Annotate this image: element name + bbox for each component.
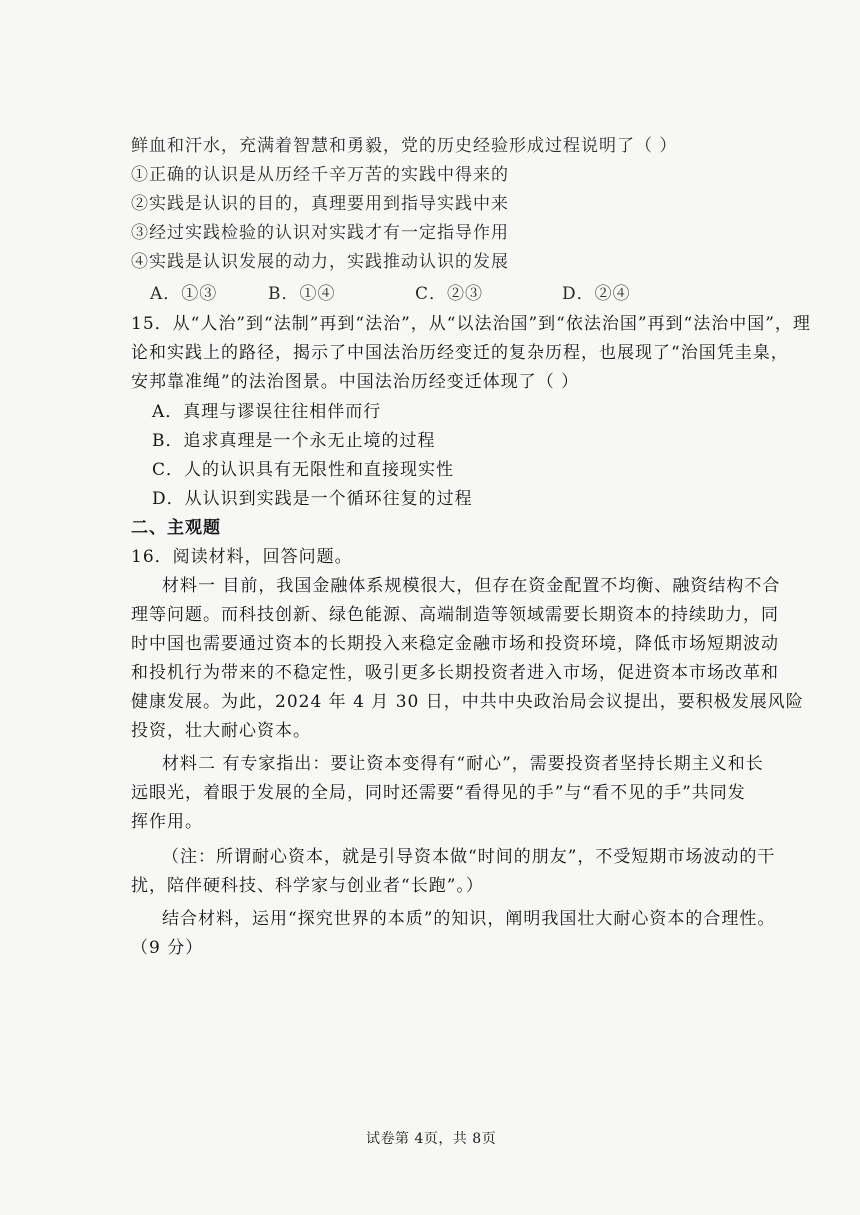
q15-option-b: B．追求真理是一个永无止境的过程: [152, 431, 436, 451]
q15-stem-line-3: 安邦靠准绳”的法治图景。中国法治历经变迁体现了（ ）: [131, 372, 580, 392]
q16-material2-line-1: 材料二 有专家指出：要让资本变得有“耐心”，需要投资者坚持长期主义和长: [162, 754, 764, 774]
q16-prompt: 16．阅读材料，回答问题。: [131, 547, 353, 567]
q16-material1-line-1: 材料一 目前，我国金融体系规模很大，但存在资金配置不均衡、融资结构不合: [162, 576, 781, 596]
q15-option-d: D．从认识到实践是一个循环往复的过程: [152, 489, 473, 509]
q16-material2-line-2: 远眼光，着眼于发展的全局，同时还需要“看得见的手”与“看不见的手”共同发: [131, 783, 746, 803]
section-title: 二、主观题: [131, 518, 221, 538]
q14-statement-1: ①正确的认识是从历经千辛万苦的实践中得来的: [131, 165, 509, 185]
q14-option-c: C．②③: [415, 284, 484, 304]
q15-option-c: C．人的认识具有无限性和直接现实性: [152, 460, 455, 480]
q14-option-a: A．①③: [150, 284, 218, 304]
q16-note-line-2: 扰，陪伴硬科技、科学家与创业者“长跑”。）: [131, 876, 484, 896]
q14-option-d: D．②④: [562, 284, 631, 304]
q14-option-b: B．①④: [268, 284, 336, 304]
q16-material1-line-4: 和投机行为带来的不稳定性，吸引更多长期投资者进入市场，促进资本市场改革和: [131, 663, 779, 683]
q14-statement-2: ②实践是认识的目的，真理要用到指导实践中来: [131, 194, 509, 214]
q15-stem-line-1: 15．从“人治”到“法制”再到“法治”，从“以法治国”到“依法治国”再到“法治中国”，理: [131, 314, 811, 334]
q15-option-a: A．真理与谬误往往相伴而行: [152, 402, 382, 422]
q14-statement-4: ④实践是认识发展的动力，实践推动认识的发展: [131, 252, 509, 272]
q16-question-score: （9 分）: [131, 938, 204, 958]
q16-material1-line-2: 理等问题。而科技创新、绿色能源、高端制造等领域需要长期资本的持续助力，同: [131, 605, 779, 625]
q16-material2-line-3: 挥作用。: [131, 812, 203, 832]
q16-question-line-1: 结合材料，运用“探究世界的本质”的知识，阐明我国壮大耐心资本的合理性。: [162, 909, 776, 929]
q14-stem-tail: 鲜血和汗水，充满着智慧和勇毅，党的历史经验形成过程说明了（ ）: [131, 136, 678, 156]
q15-stem-line-2: 论和实践上的路径，揭示了中国法治历经变迁的复杂历程，也展现了“治国凭圭臬，: [131, 343, 789, 363]
q16-material1-line-3: 时中国也需要通过资本的长期投入来稳定金融市场和投资环境，降低市场短期波动: [131, 634, 779, 654]
q16-material1-line-5: 健康发展。为此，2024 年 4 月 30 日，中共中央政治局会议提出，要积极发展风险: [131, 692, 804, 712]
q16-note-line-1: （注：所谓耐心资本，就是引导资本做“时间的朋友”，不受短期市场波动的干: [162, 847, 776, 867]
q16-material1-line-6: 投资，壮大耐心资本。: [131, 721, 311, 741]
q14-statement-3: ③经过实践检验的认识对实践才有一定指导作用: [131, 223, 509, 243]
page-footer: 试卷第 4页，共 8页: [366, 1131, 497, 1147]
